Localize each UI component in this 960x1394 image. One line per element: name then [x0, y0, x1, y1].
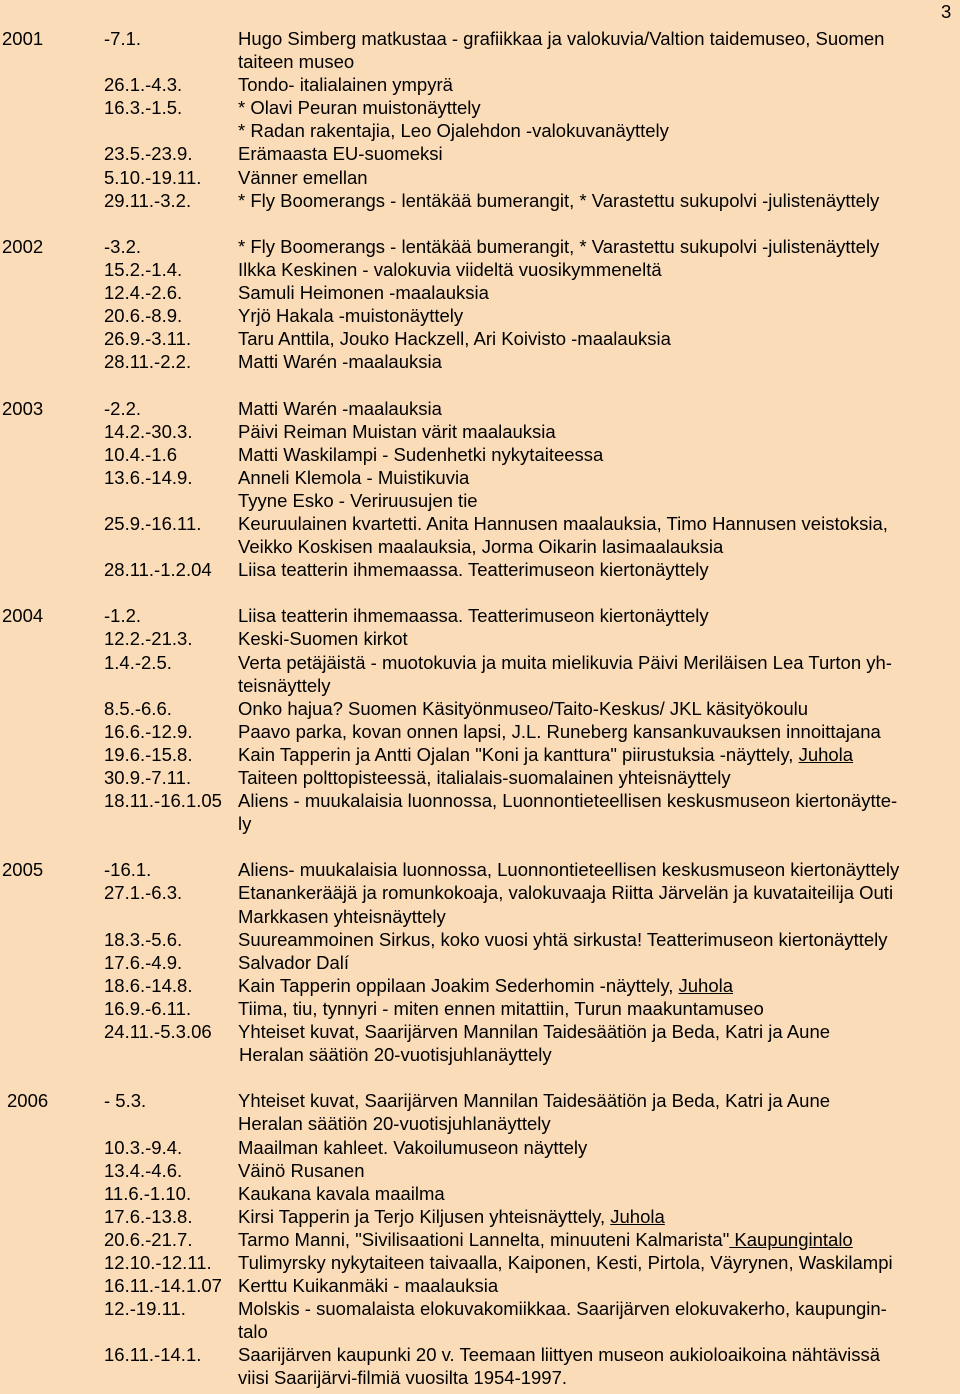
list-item: [0, 189, 960, 212]
date-range: 12.4.-2.6.: [104, 282, 183, 304]
date-range: - 5.3.: [104, 1090, 147, 1112]
year-label: 2006: [7, 1090, 49, 1112]
list-item: [0, 96, 960, 119]
exhibition-title: Kirsi Tapperin ja Terjo Kiljusen yhteisnäyttely, Juhola: [238, 1205, 665, 1227]
exhibition-title: Veikko Koskisen maalauksia, Jorma Oikarin lasimaalauksia: [238, 536, 724, 558]
exhibition-title: Yrjö Hakala -muistonäyttely: [238, 305, 464, 327]
list-item: [0, 281, 960, 304]
year-section: [0, 397, 960, 582]
exhibition-title: Kerttu Kuikanmäki - maalauksia: [238, 1275, 499, 1297]
date-range: 17.6.-13.8.: [104, 1205, 193, 1227]
exhibition-title: ly: [238, 813, 252, 835]
date-range: 30.9.-7.11.: [104, 767, 192, 788]
date-range: 1.4.-2.5.: [104, 651, 172, 673]
date-range: -7.1.: [104, 28, 142, 49]
exhibition-title: Matti Warén -maalauksia: [238, 397, 442, 419]
date-range: 15.2.-1.4.: [104, 258, 183, 280]
year-section: [0, 235, 960, 374]
list-item: [0, 73, 960, 96]
exhibition-title: Vänner emellan: [238, 166, 368, 188]
section-gap: [0, 212, 960, 235]
list-item: [0, 1159, 960, 1182]
list-item: [0, 812, 960, 835]
exhibition-title: Onko hajua? Suomen Käsityönmuseo/Taito-Keskus/ JKL käsityökoulu: [238, 697, 809, 719]
list-item: [0, 142, 960, 165]
list-item: [0, 604, 960, 627]
exhibition-title: Liisa teatterin ihmemaassa. Teatterimuseon kiertonäyttely: [238, 559, 709, 581]
exhibition-list: [0, 27, 960, 1390]
year-label: 2003: [2, 397, 44, 419]
list-item: [0, 881, 960, 904]
date-range: 17.6.-4.9.: [104, 951, 183, 973]
exhibition-title: Tulimyrsky nykytaiteen taivaalla, Kaiponen, Kesti, Pirtola, Väyrynen, Waskilampi: [238, 1251, 893, 1273]
exhibition-title: talo: [238, 1321, 268, 1343]
date-range: 23.5.-23.9.: [104, 143, 193, 165]
exhibition-title: taiteen museo: [238, 51, 355, 73]
list-item: [0, 1182, 960, 1205]
exhibition-title: Etanankerääjä ja romunkokoaja, valokuvaaja Riitta Järvelän ja kuvataiteilija Outi: [238, 882, 894, 904]
venue-link: Juhola: [798, 743, 854, 765]
exhibition-title: Tarmo Manni, "Sivilisaationi Lannelta, minuuteni Kalmarista" Kaupungintalo: [238, 1228, 853, 1250]
exhibition-title: Kain Tapperin ja Antti Ojalan "Koni ja kanttura" piirustuksia -näyttely, Juhola: [238, 743, 854, 765]
date-range: 16.3.-1.5.: [104, 97, 183, 119]
list-item: [0, 304, 960, 327]
exhibition-title: Verta petäjäistä - muotokuvia ja muita mielikuvia Päivi Meriläisen Lea Turton yh-: [238, 651, 892, 673]
date-range: 29.11.-3.2.: [104, 189, 192, 211]
date-range: 12.2.-21.3.: [104, 628, 193, 650]
list-item: [0, 720, 960, 743]
exhibition-title: Saarijärven kaupunki 20 v. Teemaan liittyen museon aukioloaikoina nähtävissä: [238, 1344, 881, 1366]
list-item: [0, 1228, 960, 1251]
date-range: -3.2.: [104, 235, 142, 257]
date-range: 16.6.-12.9.: [104, 720, 193, 742]
list-item: [0, 420, 960, 443]
list-item: [0, 674, 960, 697]
exhibition-title: Taru Anttila, Jouko Hackzell, Ari Koivisto -maalauksia: [238, 328, 671, 350]
exhibition-title: Heralan säätiön 20-vuotisjuhlanäyttely: [239, 1044, 552, 1066]
exhibition-title: Anneli Klemola - Muistikuvia: [238, 466, 470, 488]
date-range: 14.2.-30.3.: [104, 420, 193, 442]
section-gap: [0, 835, 960, 858]
exhibition-title: * Radan rakentajia, Leo Ojalehdon -valokuvanäyttely: [238, 120, 669, 142]
exhibition-title: Tyyne Esko - Veriruusujen tie: [238, 489, 478, 511]
date-range: -1.2.: [104, 605, 142, 627]
list-item: [0, 1020, 960, 1043]
date-range: -2.2.: [104, 397, 142, 419]
year-section: [0, 858, 960, 1066]
date-range: 13.6.-14.9.: [104, 466, 193, 488]
year-section: [0, 27, 960, 212]
date-range: 5.10.-19.11.: [104, 166, 202, 188]
list-item: [0, 1112, 960, 1135]
exhibition-title: Heralan säätiön 20-vuotisjuhlanäyttely: [238, 1113, 551, 1135]
date-range: 10.4.-1.6: [104, 443, 178, 465]
list-item: [0, 489, 960, 512]
list-item: [0, 743, 960, 766]
date-range: 18.3.-5.6.: [104, 928, 183, 950]
date-range: 8.5.-6.6.: [104, 697, 172, 719]
exhibition-title: Samuli Heimonen -maalauksia: [238, 282, 489, 304]
list-item: [0, 350, 960, 373]
list-item: [0, 974, 960, 997]
exhibition-title: Hugo Simberg matkustaa - grafiikkaa ja valokuvia/Valtion taidemuseo, Suomen: [238, 28, 885, 49]
list-item: [0, 258, 960, 281]
exhibition-title: Maailman kahleet. Vakoilumuseon näyttely: [238, 1136, 588, 1158]
year-label: 2002: [2, 235, 44, 257]
exhibition-title: Yhteiset kuvat, Saarijärven Mannilan Taidesäätiön ja Beda, Katri ja Aune: [238, 1090, 831, 1112]
date-range: 12.10.-12.11.: [104, 1251, 212, 1273]
list-item: [0, 50, 960, 73]
list-item: [0, 951, 960, 974]
section-gap: [0, 581, 960, 604]
exhibition-title: Paavo parka, kovan onnen lapsi, J.L. Runeberg kansankuvauksen innoittajana: [238, 720, 881, 742]
date-range: 27.1.-6.3.: [104, 882, 183, 904]
date-range: 20.6.-21.7.: [104, 1228, 193, 1250]
exhibition-title: Liisa teatterin ihmemaassa. Teatterimuseon kiertonäyttely: [238, 605, 709, 627]
list-item: [0, 1274, 960, 1297]
date-range: 28.11.-1.2.04: [104, 559, 212, 581]
list-item: [0, 1043, 960, 1066]
list-item: [0, 119, 960, 142]
list-item: [0, 558, 960, 581]
section-gap: [0, 373, 960, 396]
exhibition-title: Erämaasta EU-suomeksi: [238, 143, 443, 165]
date-range: 20.6.-8.9.: [104, 305, 183, 327]
date-range: 18.11.-16.1.05: [104, 790, 222, 812]
exhibition-title: Aliens- muukalaisia luonnossa, Luonnontieteellisen keskusmuseon kiertonäyttely: [238, 859, 900, 881]
year-label: 2005: [2, 859, 44, 881]
list-item: [0, 1297, 960, 1320]
venue-link: Juhola: [610, 1205, 665, 1227]
exhibition-title: * Olavi Peuran muistonäyttely: [238, 97, 481, 119]
list-item: [0, 627, 960, 650]
exhibition-title: Taiteen polttopisteessä, italialais-suomalainen yhteisnäyttely: [238, 767, 731, 788]
exhibition-title: Matti Waskilampi - Sudenhetki nykytaiteessa: [238, 443, 604, 465]
exhibition-title: * Fly Boomerangs - lentäkää bumerangit, * Varastettu sukupolvi -julistenäyttely: [238, 235, 880, 257]
year-section: [0, 604, 960, 835]
exhibition-title: viisi Saarijärvi-filmiä vuosilta 1954-1997.: [238, 1367, 568, 1389]
list-item: [0, 905, 960, 928]
list-item: [0, 235, 960, 258]
date-range: 26.1.-4.3.: [104, 74, 183, 96]
year-section: [0, 1089, 960, 1389]
exhibition-title: Kaukana kavala maailma: [238, 1182, 445, 1204]
exhibition-title: Molskis - suomalaista elokuvakomiikkaa. Saarijärven elokuvakerho, kaupungin-: [238, 1298, 887, 1320]
exhibition-title: Aliens - muukalaisia luonnossa, Luonnontieteellisen keskusmuseon kiertonäytte-: [238, 790, 898, 812]
date-range: 16.9.-6.11.: [104, 997, 192, 1019]
list-item: [0, 1251, 960, 1274]
date-range: 16.11.-14.1.07: [104, 1275, 222, 1297]
exhibition-title: teisnäyttely: [238, 674, 331, 696]
venue-link: Kaupungintalo: [729, 1228, 853, 1250]
list-item: [0, 535, 960, 558]
list-item: [0, 327, 960, 350]
list-item: [0, 27, 960, 50]
list-item: [0, 1320, 960, 1343]
list-item: [0, 789, 960, 812]
exhibition-title: Päivi Reiman Muistan värit maalauksia: [238, 420, 556, 442]
list-item: [0, 466, 960, 489]
list-item: [0, 1343, 960, 1366]
exhibition-title: Suureammoinen Sirkus, koko vuosi yhtä sirkusta! Teatterimuseon kiertonäyttely: [238, 928, 888, 950]
date-range: 16.11.-14.1.: [104, 1344, 202, 1366]
date-range: 26.9.-3.11.: [104, 328, 192, 350]
list-item: [0, 1089, 960, 1112]
list-item: [0, 1136, 960, 1159]
date-range: 12.-19.11.: [104, 1298, 186, 1320]
list-item: [0, 166, 960, 189]
exhibition-title: Ilkka Keskinen - valokuvia viideltä vuosikymmeneltä: [238, 258, 662, 280]
exhibition-title: Matti Warén -maalauksia: [238, 351, 442, 373]
exhibition-title: Väinö Rusanen: [238, 1159, 365, 1181]
date-range: 10.3.-9.4.: [104, 1136, 183, 1158]
exhibition-title: Yhteiset kuvat, Saarijärven Mannilan Taidesäätiön ja Beda, Katri ja Aune: [238, 1021, 831, 1043]
date-range: 13.4.-4.6.: [104, 1159, 183, 1181]
date-range: 24.11.-5.3.06: [104, 1021, 212, 1043]
date-range: 25.9.-16.11.: [104, 512, 202, 534]
page-number: 3: [941, 1, 952, 22]
exhibition-title: Keski-Suomen kirkot: [238, 628, 408, 650]
list-item: [0, 651, 960, 674]
list-item: [0, 397, 960, 420]
exhibition-title: * Fly Boomerangs - lentäkää bumerangit, * Varastettu sukupolvi -julistenäyttely: [238, 189, 880, 211]
list-item: [0, 766, 960, 789]
exhibition-title: Tiima, tiu, tynnyri - miten ennen mitattiin, Turun maakuntamuseo: [238, 997, 764, 1019]
list-item: [0, 858, 960, 881]
year-label: 2004: [2, 605, 44, 627]
list-item: [0, 443, 960, 466]
exhibition-title: Markkasen yhteisnäyttely: [238, 905, 446, 927]
list-item: [0, 1205, 960, 1228]
list-item: [0, 512, 960, 535]
list-item: [0, 997, 960, 1020]
date-range: -16.1.: [104, 859, 152, 881]
date-range: 18.6.-14.8.: [104, 974, 193, 996]
section-gap: [0, 1066, 960, 1089]
date-range: 19.6.-15.8.: [104, 743, 193, 765]
list-item: [0, 697, 960, 720]
exhibition-title: Kain Tapperin oppilaan Joakim Sederhomin -näyttely, Juhola: [238, 974, 734, 996]
exhibition-title: Keuruulainen kvartetti. Anita Hannusen maalauksia, Timo Hannusen veistoksia,: [238, 512, 888, 534]
list-item: [0, 928, 960, 951]
venue-link: Juhola: [678, 974, 734, 996]
list-item: [0, 1366, 960, 1389]
date-range: 28.11.-2.2.: [104, 351, 192, 373]
exhibition-title: Tondo- italialainen ympyrä: [238, 74, 453, 96]
exhibition-title: Salvador Dalí: [238, 951, 350, 973]
date-range: 11.6.-1.10.: [104, 1182, 192, 1204]
year-label: 2001: [2, 28, 44, 49]
